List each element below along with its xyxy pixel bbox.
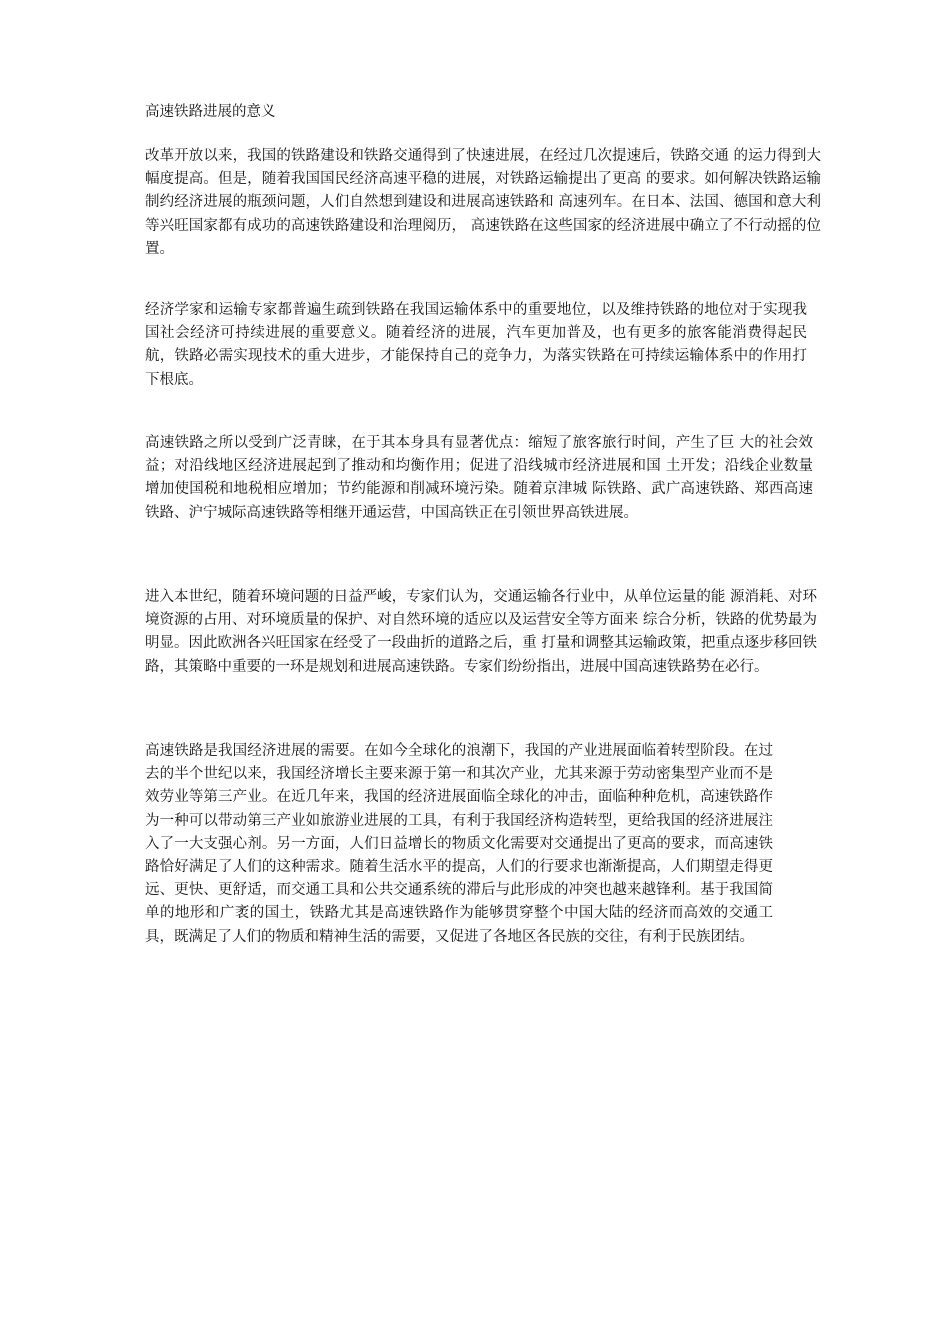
paragraph-experts-view: 经济学家和运输专家都普遍生疏到铁路在我国运输体系中的重要地位，以及维持铁路的地位对于实现我国社会经济可持续进展的重要意义。随着经济的进展，汽车更加普及，也有更多的旅客能消费得起民航，铁路必需实现技术的重大进步，才能保持自己的竞争力，为落实铁路在可持续运输体系中的作用打下根底。 [145,302,807,388]
paragraph-advantages: 高速铁路之所以受到广泛青睐，在于其本身具有显著优点：缩短了旅客旅行时间，产生了巨 大的社会效益；对沿线地区经济进展起到了推动和均衡作用；促进了沿线城市经济进展和国 土开发；沿线企业数量增加使国税和地税相应增加；节约能源和削减环境污染。随着京津城 际铁路、武广高速铁路、郑西高速铁路、沪宁城际高速铁路等相继开通运营，中国高铁正在引领世界高铁进展。 [145,435,813,521]
paragraph-economic-need: 高速铁路是我国经济进展的需要。在如今全球化的浪潮下，我国的产业进展面临着转型阶段。在过去的半个世纪以来，我国经济增长主要来源于第一和其次产业，尤其来源于劳动密集型产业而不是效劳业等第三产业。在近几年来，我国的经济进展面临全球化的冲击，面临种种危机，高速铁路作为一种可以带动第三产业如旅游业进展的工具，有利于我国经济构造转型，更给我国的经济进展注入了一大支强心剂。另一方面，人们日益增长的物质文化需要对交通提出了更高的要求，而高速铁路恰好满足了人们的这种需求。随着生活水平的提高，人们的行要求也渐渐提高，人们期望走得更远、更快、更舒适，而交通工具和公共交通系统的滞后与此形成的冲突也越来越锋利。基于我国简单的地形和广袤的国土，铁路尤其是高速铁路作为能够贯穿整个中国大陆的经济而高效的交通工具，既满足了人们的物质和精神生活的需要，又促进了各地区各民族的交往，有利于民族团结。 [145,743,773,945]
paragraph-environment: 进入本世纪，随着环境问题的日益严峻，专家们认为，交通运输各行业中，从单位运量的能 源消耗、对环境资源的占用、对环境质量的保护、对自然环境的适应以及运营安全等方面来 综合分析，铁路的优势最为明显。因此欧洲各兴旺国家在经受了一段曲折的道路之后，重 打量和调整其运输政策，把重点逐步移回铁路，其策略中重要的一环是规划和进展高速铁路。专家们纷纷指出，进展中国高速铁路势在必行。 [145,589,817,675]
document-title: 高速铁路进展的意义 [145,104,276,120]
paragraph-reform-opening: 改革开放以来，我国的铁路建设和铁路交通得到了快速进展，在经过几次提速后，铁路交通 的运力得到大幅度提高。但是，随着我国国民经济高速平稳的进展，对铁路运输提出了更高 的要求。如何解决铁路运输制约经济进展的瓶颈问题，人们自然想到建设和进展高速铁路和 高速列车。在日本、法国、德国和意大利等兴旺国家都有成功的高速铁路建设和治理阅历， 高速铁路在这些国家的经济进展中确立了不行动摇的位置。 [145,148,821,257]
